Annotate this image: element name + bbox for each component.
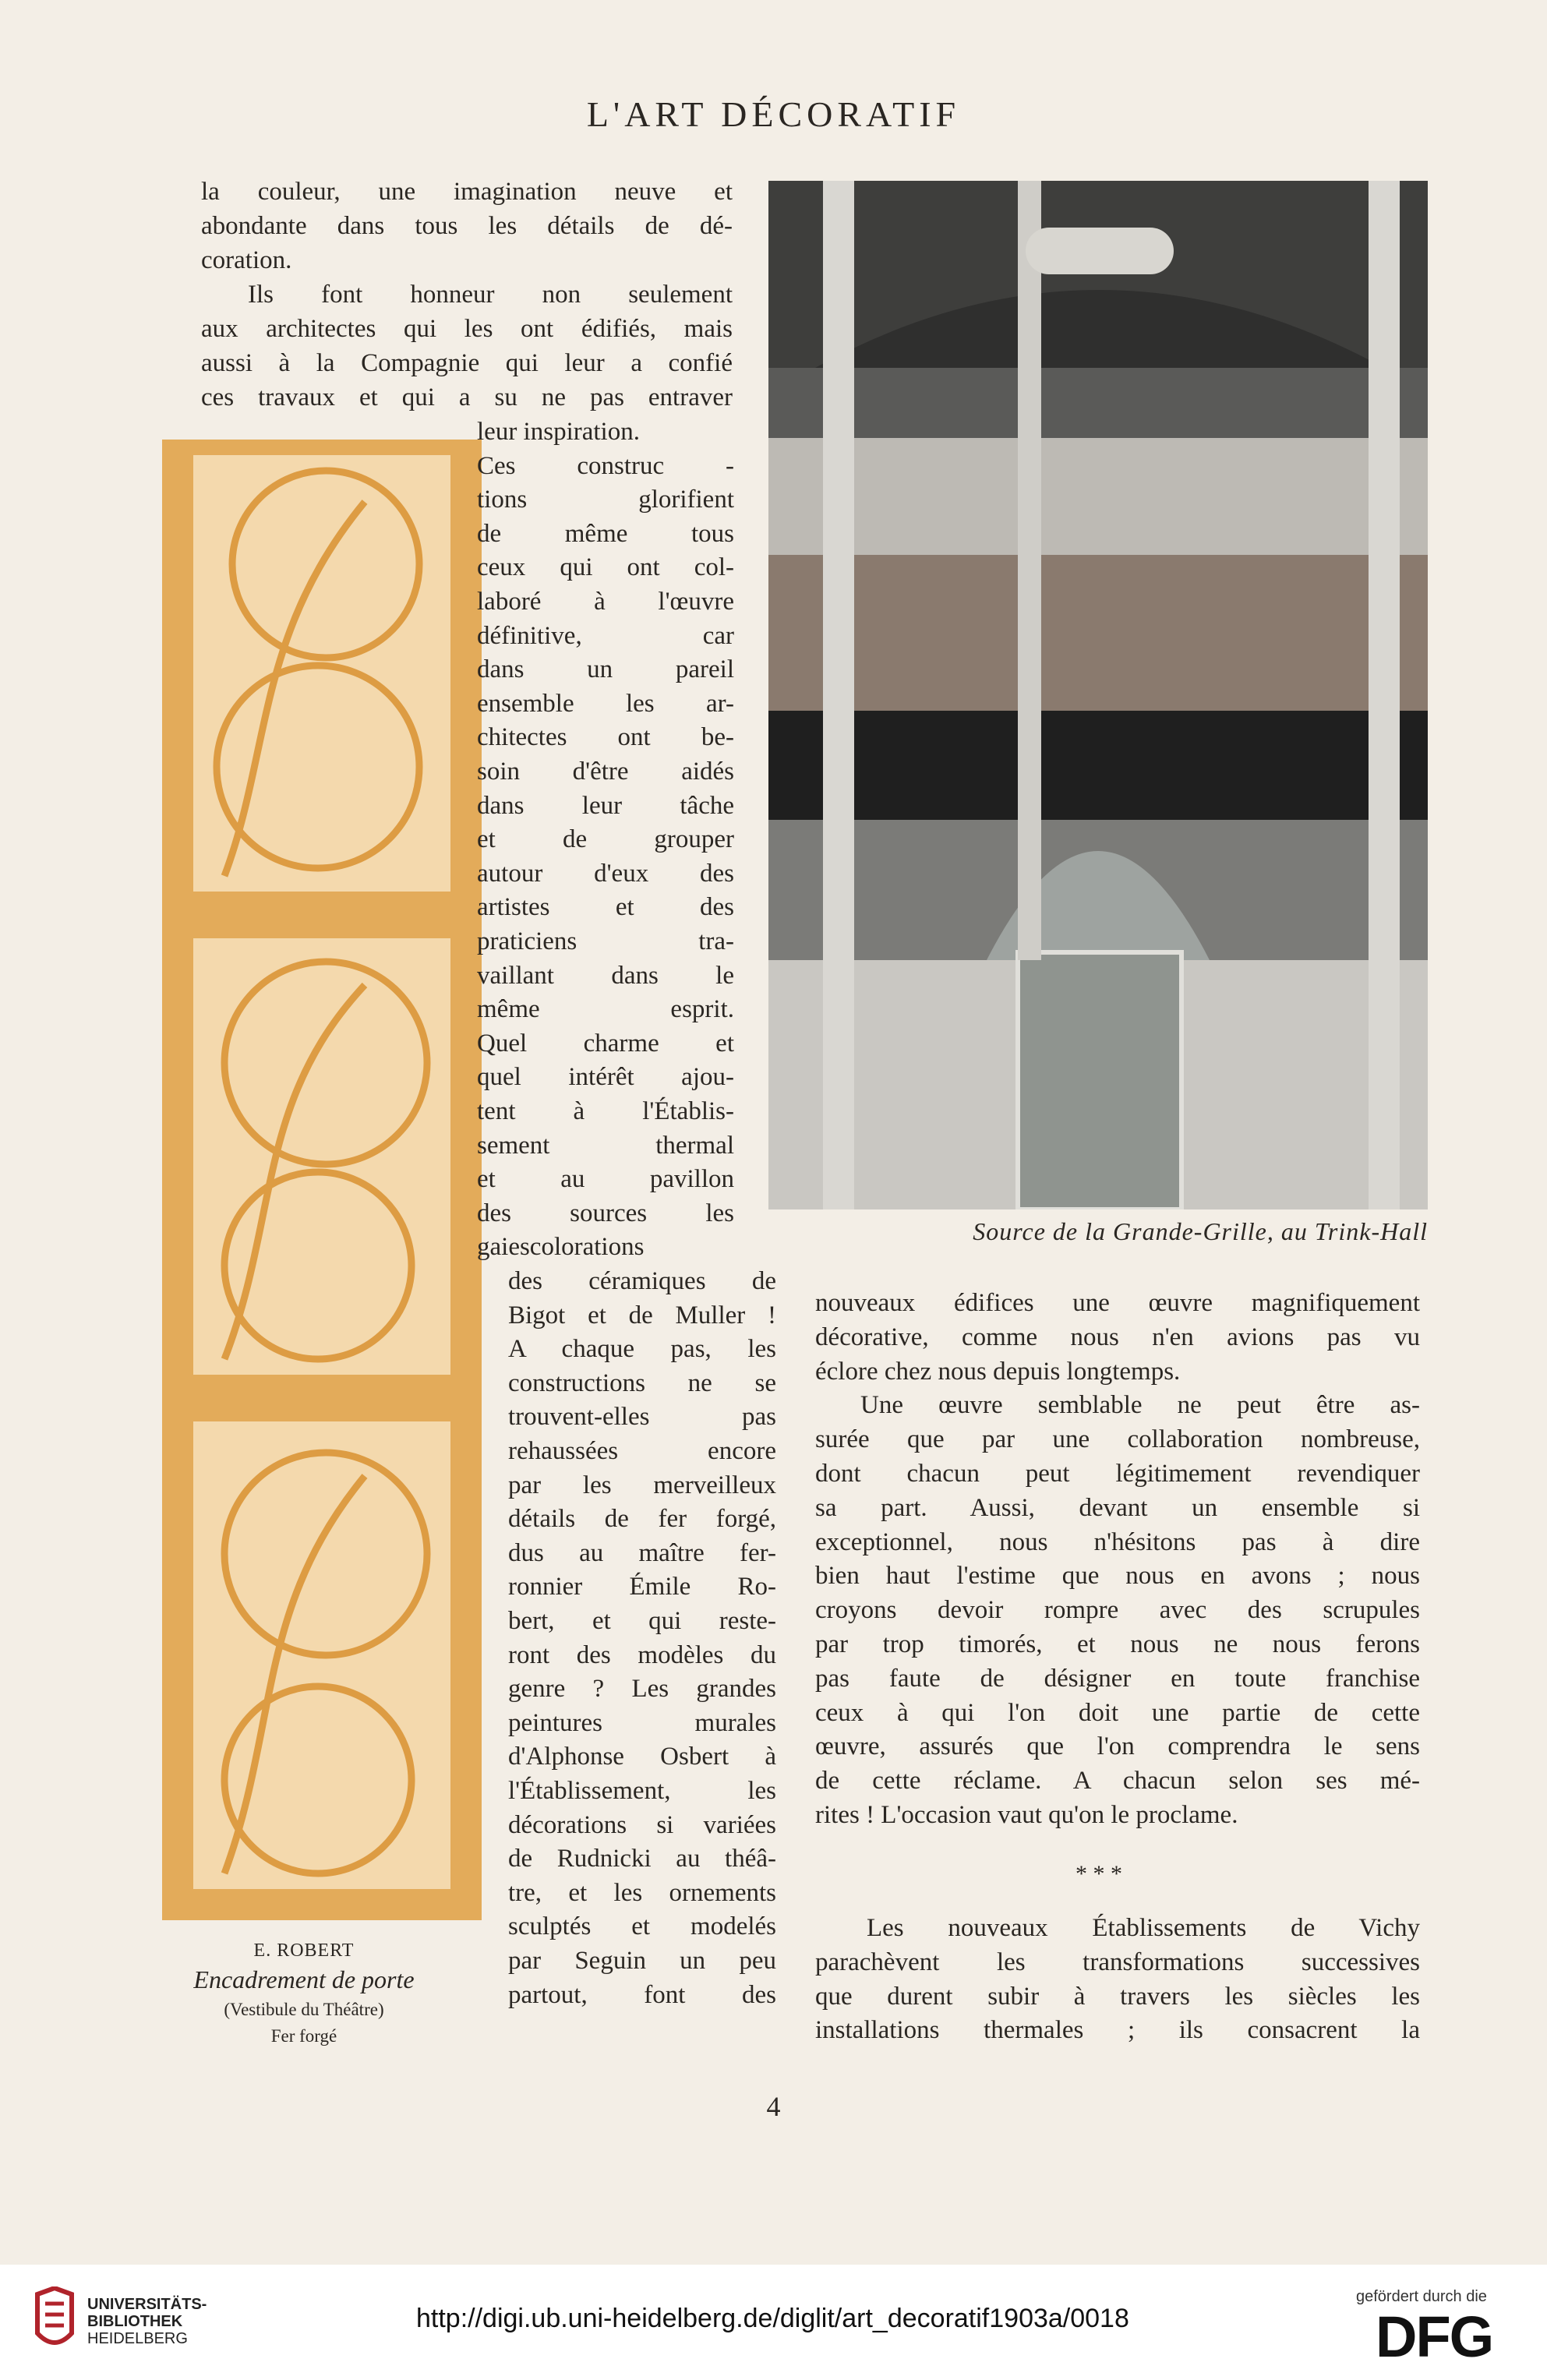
text-line: des céramiques de bbox=[508, 1267, 776, 1295]
text-line: Bigot et de Muller ! bbox=[508, 1301, 776, 1329]
photo-caption: Source de la Grande-Grille, au Trink-Hall bbox=[973, 1217, 1428, 1245]
text-line: par trop timorés, et nous ne nous ferons bbox=[815, 1630, 1420, 1658]
text-line: coration. bbox=[201, 246, 292, 274]
wrought-iron-illustration bbox=[162, 440, 482, 1920]
text-line: définitive, car bbox=[477, 621, 734, 650]
text-line: surée que par une collaboration nombreuse, bbox=[815, 1425, 1420, 1454]
text-line: des sources les bbox=[477, 1199, 734, 1227]
dfg-logo: DFG bbox=[1376, 2304, 1493, 2369]
text-line: gaiescolorations bbox=[477, 1233, 645, 1262]
text-line: rites ! L'occasion vaut qu'on le proclame. bbox=[815, 1801, 1238, 1829]
text-line: ceux à qui l'on doit une partie de cette bbox=[815, 1698, 1420, 1727]
text-line: ronnier Émile Ro- bbox=[508, 1573, 776, 1601]
text-line: nouveaux édifices une œuvre magnifiquement bbox=[815, 1289, 1420, 1317]
text-line: détails de fer forgé, bbox=[508, 1505, 776, 1534]
caption-location: (Vestibule du Théâtre) bbox=[224, 2000, 384, 2019]
iron-door-frame-drawing bbox=[162, 440, 482, 1920]
text-line: sa part. Aussi, devant un ensemble si bbox=[815, 1493, 1420, 1522]
text-line: artistes et des bbox=[477, 893, 734, 922]
caption-title: Encadrement de porte bbox=[193, 1965, 415, 1993]
text-line: croyons devoir rompre avec des scrupules bbox=[815, 1596, 1420, 1625]
text-line: œuvre, assurés que l'on comprendra le sens bbox=[815, 1732, 1420, 1761]
caption-material: Fer forgé bbox=[270, 2026, 337, 2046]
fountain-photo bbox=[768, 181, 1428, 1209]
text-line: pas faute de désigner en toute franchise bbox=[815, 1664, 1420, 1693]
text-line: sement thermal bbox=[477, 1131, 734, 1160]
text-line: bien haut l'estime que nous en avons ; nous bbox=[815, 1562, 1420, 1591]
text-line: dont chacun peut légitimement revendiquer bbox=[815, 1460, 1420, 1488]
text-line: Les nouveaux Établissements de Vichy bbox=[867, 1914, 1420, 1942]
funder-label: gefördert durch die bbox=[1356, 2288, 1487, 2305]
text-line: Quel charme et bbox=[477, 1029, 734, 1058]
text-line: autour d'eux des bbox=[477, 859, 734, 888]
text-line: de même tous bbox=[477, 519, 734, 548]
text-line: dans un pareil bbox=[477, 655, 734, 684]
text-line: Une œuvre semblable ne peut être as- bbox=[860, 1391, 1420, 1420]
text-line: Ils font honneur non seulement bbox=[248, 281, 733, 309]
text-line: tre, et les ornements bbox=[508, 1878, 776, 1907]
caption-artist: E. ROBERT bbox=[253, 1940, 355, 1961]
text-line: par Seguin un peu bbox=[508, 1947, 776, 1975]
text-line: praticiens tra- bbox=[477, 927, 734, 955]
text-line: vaillant dans le bbox=[477, 961, 734, 990]
library-name-1: UNIVERSITÄTS- bbox=[87, 2296, 207, 2313]
source-url-link[interactable]: http://digi.ub.uni-heidelberg.de/diglit/art_decoratif1903a/0018 bbox=[416, 2304, 1129, 2333]
text-line: peintures murales bbox=[508, 1708, 776, 1737]
text-line: ensemble les ar- bbox=[477, 689, 734, 718]
text-line: ront des modèles du bbox=[508, 1640, 776, 1669]
text-line: décorative, comme nous n'en avions pas vu bbox=[815, 1322, 1420, 1351]
text-line: quel intérêt ajou- bbox=[477, 1063, 734, 1092]
text-line: dans leur tâche bbox=[477, 791, 734, 820]
text-line: sculptés et modelés bbox=[508, 1912, 776, 1941]
footer-bar bbox=[0, 2265, 1547, 2380]
text-line: Ces construc - bbox=[477, 451, 734, 480]
text-line: installations thermales ; ils consacrent la bbox=[815, 2016, 1420, 2045]
text-line: que durent subir à travers les siècles les bbox=[815, 1982, 1420, 2011]
text-line: tent à l'Établis- bbox=[477, 1097, 734, 1125]
text-line: laboré à l'œuvre bbox=[477, 588, 734, 616]
text-line: chitectes ont be- bbox=[477, 723, 734, 752]
text-line: éclore chez nous depuis longtemps. bbox=[815, 1357, 1181, 1386]
library-logo-icon bbox=[31, 2286, 78, 2354]
text-line: rehaussées encore bbox=[508, 1437, 776, 1465]
text-line: et de grouper bbox=[477, 825, 734, 854]
text-line: abondante dans tous les détails de dé- bbox=[201, 212, 733, 240]
text-line: genre ? Les grandes bbox=[508, 1675, 776, 1704]
text-line: A chaque pas, les bbox=[508, 1335, 776, 1364]
text-line: parachèvent les transformations successives bbox=[815, 1947, 1420, 1976]
text-line: trouvent-elles pas bbox=[508, 1403, 776, 1432]
text-line: aux architectes qui les ont édifiés, mais bbox=[201, 315, 733, 343]
library-name-2: BIBLIOTHEK bbox=[87, 2313, 183, 2330]
text-line: décorations si variées bbox=[508, 1810, 776, 1839]
text-line: ces travaux et qui a su ne pas entraver bbox=[201, 383, 733, 411]
text-line: et au pavillon bbox=[477, 1165, 734, 1194]
text-line: d'Alphonse Osbert à bbox=[508, 1743, 776, 1771]
text-line: leur inspiration. bbox=[477, 418, 640, 446]
text-line: de cette réclame. A chacun selon ses mé- bbox=[815, 1767, 1420, 1796]
text-line: exceptionnel, nous n'hésitons pas à dire bbox=[815, 1527, 1420, 1556]
text-line: dus au maître fer- bbox=[508, 1538, 776, 1567]
text-line: constructions ne se bbox=[508, 1368, 776, 1397]
text-line: partout, font des bbox=[508, 1980, 776, 2009]
text-line: ceux qui ont col- bbox=[477, 553, 734, 582]
text-line: soin d'être aidés bbox=[477, 757, 734, 786]
text-line: la couleur, une imagination neuve et bbox=[201, 178, 733, 206]
section-stars: * * * bbox=[1075, 1861, 1122, 1887]
text-line: aussi à la Compagnie qui leur a confié bbox=[201, 349, 733, 377]
text-line: tions glorifient bbox=[477, 486, 734, 514]
text-line: de Rudnicki au théâ- bbox=[508, 1845, 776, 1873]
running-header: L'ART DÉCORATIF bbox=[586, 94, 961, 134]
page-number: 4 bbox=[766, 2091, 781, 2122]
text-line: bert, et qui reste- bbox=[508, 1607, 776, 1635]
text-line: même esprit. bbox=[477, 995, 734, 1024]
library-name-3: HEIDELBERG bbox=[87, 2330, 188, 2347]
text-line: par les merveilleux bbox=[508, 1471, 776, 1499]
pavilion-illustration bbox=[768, 181, 1428, 1209]
text-line: l'Établissement, les bbox=[508, 1777, 776, 1805]
